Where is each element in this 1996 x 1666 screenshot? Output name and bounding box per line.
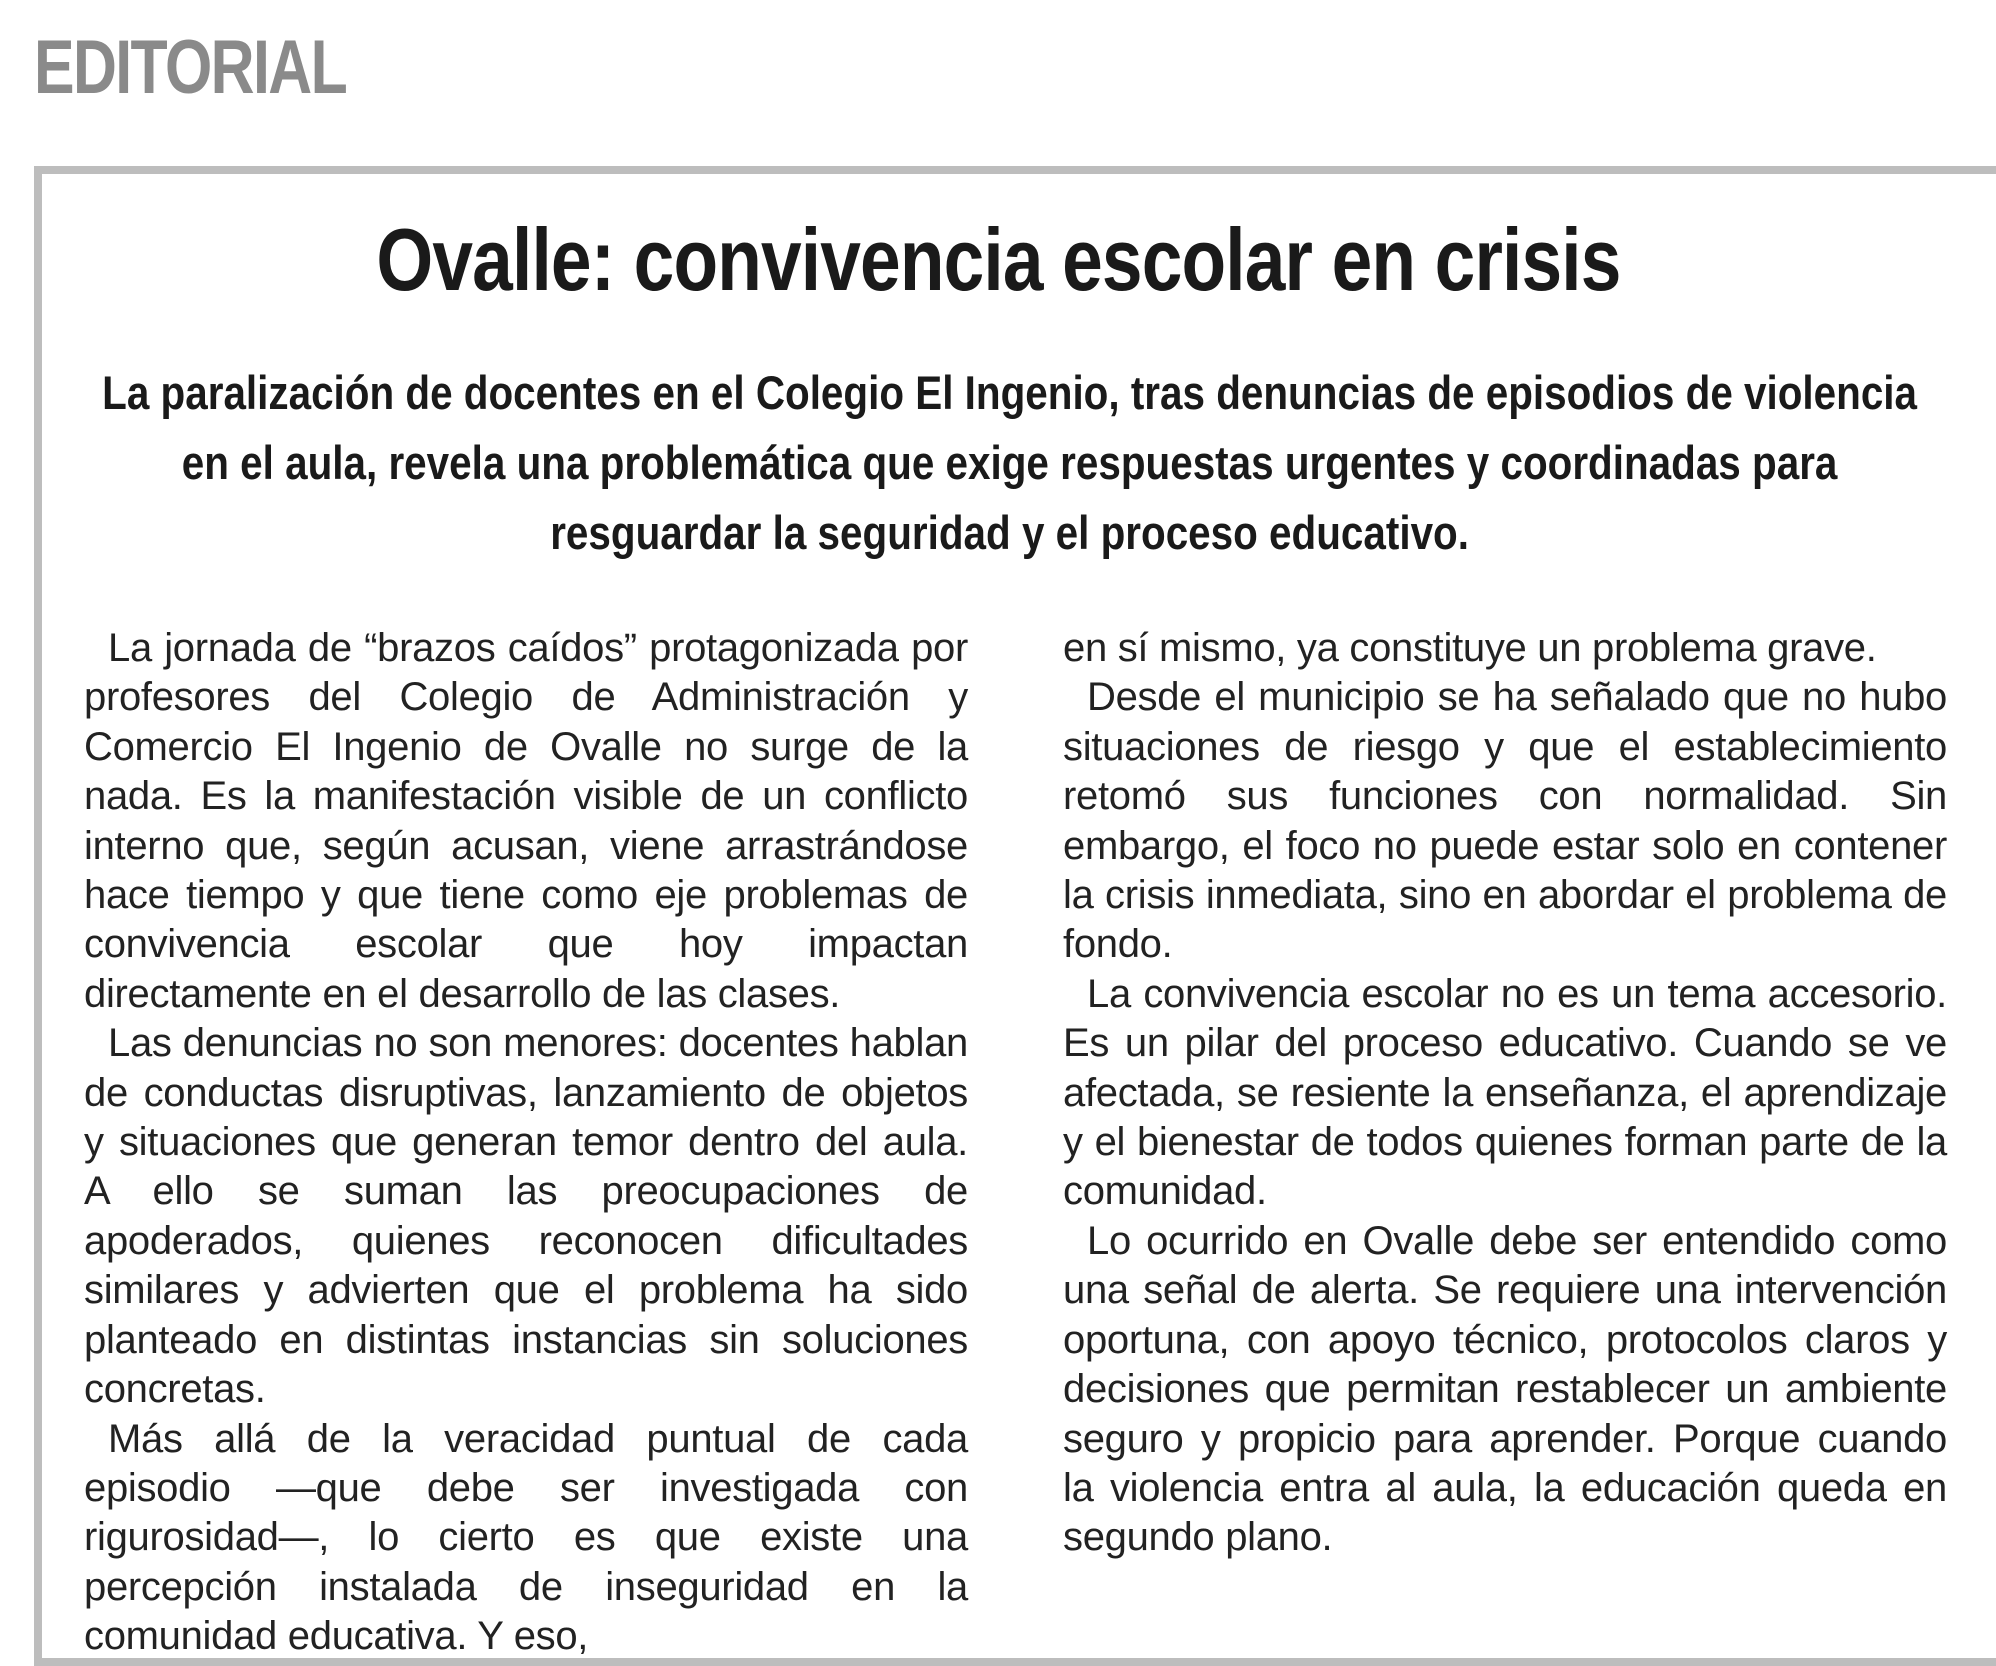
paragraph: La convivencia escolar no es un tema accesorio. Es un pilar del proceso educativo. Cuando se ve afectada, se resiente la enseñanza, el aprendizaje y el bienestar de todos quienes forman parte de la comunidad. bbox=[1063, 971, 1947, 1214]
section-label: EDITORIAL bbox=[34, 25, 347, 110]
headline-text: Ovalle: convivencia escolar en crisis bbox=[375, 210, 1621, 309]
subheadline bbox=[100, 358, 1920, 568]
headline bbox=[0, 210, 1996, 309]
paragraph-continuation: en sí mismo, ya constituye un problema grave. bbox=[1063, 626, 1877, 670]
paragraph: La jornada de “brazos caídos” protagonizada por profesores del Colegio de Administración y Comercio El Ingenio de Ovalle no surge de la nada. Es la manifestación visible de un conflicto interno que, según acusan, viene arrastrándose hace tiempo y que tiene como eje problemas de convivencia escolar que hoy impactan directamente en el desarrollo de las clases. bbox=[84, 626, 968, 1016]
right-column bbox=[1063, 624, 1947, 1563]
paragraph: Las denuncias no son menores: docentes hablan de conductas disruptivas, lanzamiento de objetos y situaciones que generan temor dentro del aula. A ello se suman las preocupaciones de apoderados, quienes reconocen dificultades similares y advierten que el problema ha sido planteado en distintas instancias sin soluciones concretas. bbox=[84, 1021, 968, 1412]
paragraph: Más allá de la veracidad puntual de cada episodio —que debe ser investigada con rigurosidad—, lo cierto es que existe una percepción instalada de inseguridad en la comunidad educativa. Y eso, bbox=[84, 1416, 968, 1659]
left-column bbox=[84, 624, 968, 1662]
subheadline-text: La paralización de docentes en el Colegio El Ingenio, tras denuncias de episodios de violencia en el aula, revela una problemática que exige respuestas urgentes y coordinadas para resguardar la seguridad y el proceso educativo. bbox=[102, 366, 1918, 559]
paragraph: Lo ocurrido en Ovalle debe ser entendido como una señal de alerta. Se requiere una intervención oportuna, con apoyo técnico, protocolos claros y decisiones que permitan restablecer un ambiente seguro y propicio para aprender. Porque cuando la violencia entra al aula, la educación queda en segundo plano. bbox=[1063, 1218, 1947, 1560]
paragraph: Desde el municipio se ha señalado que no hubo situaciones de riesgo y que el establecimiento retomó sus funciones con normalidad. Sin embargo, el foco no puede estar solo en contener la crisis inmediata, sino en abordar el problema de fondo. bbox=[1063, 675, 1947, 967]
